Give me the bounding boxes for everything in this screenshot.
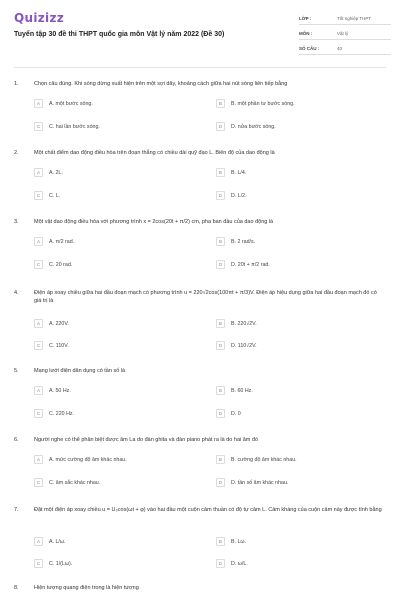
option-text: A. mức cường độ âm khác nhau.	[49, 456, 127, 463]
question-text: Một chất điểm dao động điều hòa trên đoạn thẳng có chiều dài quỹ đạo L. Biên độ của dao động là	[34, 150, 275, 156]
question-number: 1.	[14, 81, 19, 87]
option-letter: A	[34, 386, 43, 395]
header-divider	[14, 67, 386, 68]
option-b[interactable]	[216, 319, 257, 328]
option-letter: B	[216, 168, 225, 177]
option-d[interactable]	[216, 409, 241, 418]
option-letter: A	[34, 99, 43, 108]
meta-value: Tốt nghiệp THPT	[337, 15, 372, 21]
option-d[interactable]	[216, 559, 248, 568]
option-text: B. 2 rad/s.	[231, 238, 256, 245]
question-text: Điện áp xoay chiều giữa hai đầu đoạn mạch có phương trình u = 220√2cos(100πt + π/3)V. Điện áp hiệu dụng giữa hai đầu đoạn mạch đó có giá trị là	[34, 290, 377, 304]
option-text: B. Lω.	[231, 538, 247, 545]
option-a[interactable]	[34, 386, 71, 395]
option-text: D. 20t + π/2 rad.	[231, 261, 270, 268]
question-number: 5.	[14, 368, 19, 374]
option-letter: A	[34, 455, 43, 464]
option-letter: D	[216, 409, 225, 418]
option-a[interactable]	[34, 455, 127, 464]
question-text: Một vật dao động điều hòa với phương trình x = 2cos(20t + π/2) cm, pha ban đầu của dao động là	[34, 219, 274, 225]
option-letter: C	[34, 341, 43, 350]
option-letter: C	[34, 191, 43, 200]
option-a[interactable]	[34, 319, 69, 328]
option-letter: C	[34, 122, 43, 131]
question-text: Mạng lưới điện dân dụng có tần số là	[34, 368, 126, 374]
option-text: D. ω/L.	[231, 560, 248, 567]
option-a[interactable]	[34, 237, 74, 246]
option-d[interactable]	[216, 191, 247, 200]
option-letter: B	[216, 237, 225, 246]
option-letter: A	[34, 319, 43, 328]
option-text: A. một bước sóng.	[49, 100, 93, 107]
option-a[interactable]	[34, 537, 66, 546]
option-a[interactable]	[34, 99, 93, 108]
question-text: Chọn câu đúng. Khi sóng dừng xuất hiện trên một sợi dây, khoảng cách giữa hai nút sóng liên tiếp bằng	[34, 81, 288, 87]
option-text: B. một phần tư bước sóng.	[231, 100, 295, 107]
option-text: C. 110V.	[49, 342, 69, 349]
option-letter: B	[216, 99, 225, 108]
meta-key: MÔN :	[299, 30, 313, 36]
option-text: B. 60 Hz.	[231, 387, 253, 394]
option-text: B. 220√2V.	[231, 320, 257, 327]
option-letter: B	[216, 319, 225, 328]
question-number: 2.	[14, 150, 19, 156]
option-letter: D	[216, 478, 225, 487]
option-d[interactable]	[216, 122, 276, 131]
option-letter: B	[216, 455, 225, 464]
question-text: Đặt một điện áp xoay chiều u = U₀cos(ωt + φ) vào hai đầu một cuộn cảm thuần có độ tự cảm L. Cảm kháng của cuộn cảm này được tính bằng	[34, 507, 382, 513]
option-letter: A	[34, 237, 43, 246]
option-b[interactable]	[216, 99, 295, 108]
option-text: D. nửa bước sóng.	[231, 123, 276, 130]
option-text: C. 20 rad.	[49, 261, 73, 268]
option-c[interactable]	[34, 409, 74, 418]
question-number: 8.	[14, 585, 19, 591]
option-letter: B	[216, 386, 225, 395]
option-text: C. L.	[49, 192, 61, 199]
option-text: C. 220 Hz.	[49, 410, 75, 417]
question-number: 7.	[14, 507, 19, 513]
option-letter: B	[216, 537, 225, 546]
page-title: Tuyển tập 30 đề thi THPT quốc gia môn Vật lý năm 2022 (Đề 30)	[14, 31, 225, 38]
option-b[interactable]	[216, 537, 246, 546]
option-d[interactable]	[216, 478, 288, 487]
meta-value: Vật lý	[337, 30, 349, 36]
meta-row-class	[299, 12, 391, 25]
option-letter: C	[34, 559, 43, 568]
option-text: C. 1/(Lω).	[49, 560, 73, 567]
option-letter: A	[34, 537, 43, 546]
option-letter: C	[34, 409, 43, 418]
option-letter: D	[216, 559, 225, 568]
option-text: A. 50 Hz.	[49, 387, 71, 394]
option-text: C. âm sắc khác nhau.	[49, 479, 101, 486]
option-text: A. 2L.	[49, 169, 63, 176]
option-c[interactable]	[34, 559, 72, 568]
option-letter: D	[216, 122, 225, 131]
option-d[interactable]	[216, 341, 257, 350]
option-text: C. hai lần bước sóng.	[49, 123, 100, 130]
option-b[interactable]	[216, 386, 253, 395]
meta-row-question-count	[299, 42, 391, 55]
meta-key: LỚP :	[299, 15, 312, 21]
option-letter: C	[34, 260, 43, 269]
option-a[interactable]	[34, 168, 63, 177]
option-text: D. 110√2V.	[231, 342, 257, 349]
option-letter: D	[216, 191, 225, 200]
meta-key: SỐ CÂU :	[299, 45, 320, 51]
option-c[interactable]	[34, 191, 60, 200]
quizizz-logo: Quizizz	[14, 11, 65, 25]
meta-info-table	[299, 12, 391, 57]
option-text: A. 220V.	[49, 320, 69, 327]
question-number: 3.	[14, 219, 19, 225]
option-c[interactable]	[34, 478, 100, 487]
meta-row-subject	[299, 27, 391, 40]
option-c[interactable]	[34, 122, 100, 131]
option-text: B. cường độ âm khác nhau.	[231, 456, 297, 463]
option-c[interactable]	[34, 341, 69, 350]
option-letter: A	[34, 168, 43, 177]
option-d[interactable]	[216, 260, 270, 269]
option-text: D. 0	[231, 410, 241, 417]
question-text: Người nghe có thể phân biệt được âm La do đàn ghita và đàn piano phát ra là do hai âm đó	[34, 437, 259, 443]
option-letter: D	[216, 260, 225, 269]
option-text: D. L/2.	[231, 192, 247, 199]
option-letter: D	[216, 341, 225, 350]
meta-value: 40	[337, 45, 343, 51]
option-text: B. L/4.	[231, 169, 247, 176]
option-c[interactable]	[34, 260, 72, 269]
option-text: D. tần số âm khác nhau.	[231, 479, 289, 486]
option-b[interactable]	[216, 237, 255, 246]
question-text: Hiện tượng quang điện trong là hiện tượng	[34, 585, 139, 591]
question-number: 6.	[14, 437, 19, 443]
option-b[interactable]	[216, 168, 246, 177]
option-b[interactable]	[216, 455, 297, 464]
option-text: A. π/2 rad.	[49, 238, 75, 245]
question-number: 4.	[14, 290, 19, 296]
option-letter: C	[34, 478, 43, 487]
option-text: A. L/ω.	[49, 538, 66, 545]
